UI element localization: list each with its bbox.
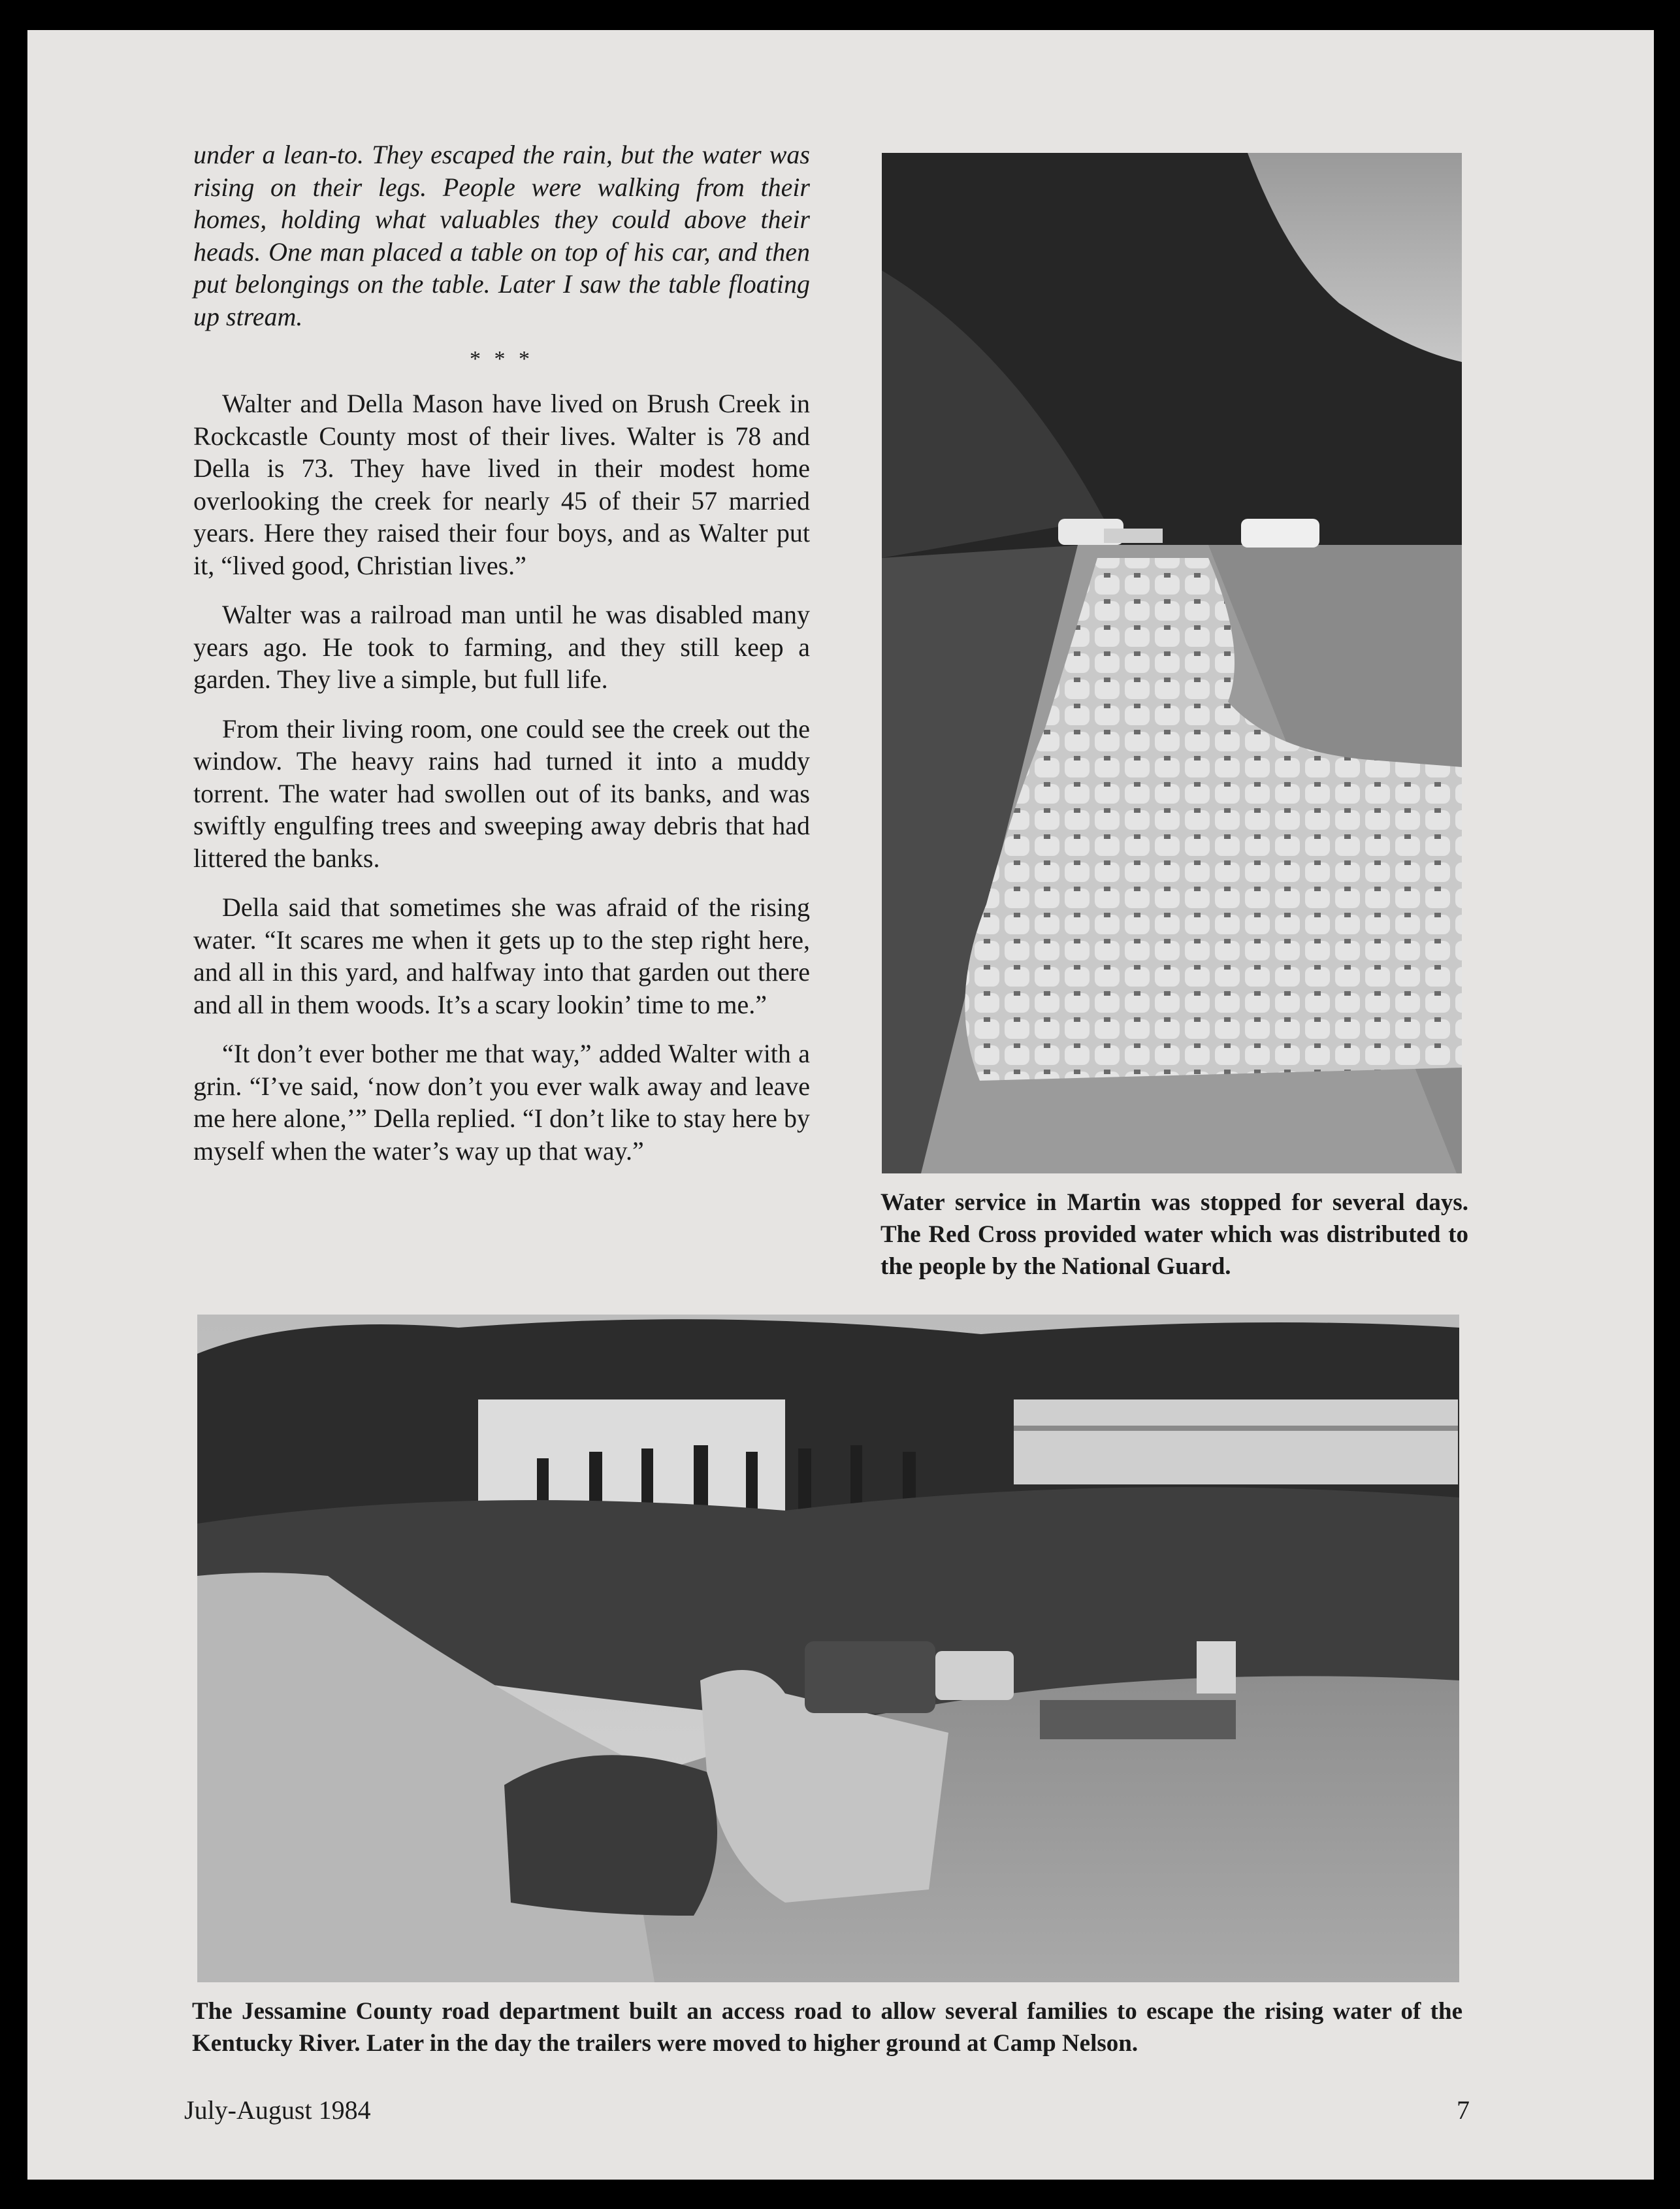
intro-italic-paragraph: under a lean-to. They escaped the rain, but the water was rising on their legs. People were walking from their homes, holding what valuables they could above their heads. One man placed a table on top of his car, and then put belongings on the table. Later I saw the table floating up stream.	[193, 140, 810, 331]
article-paragraph: “It don’t ever bother me that way,” added Walter with a grin. “I’ve said, ‘now don’t you ever walk away and leave me here alone,’” Della replied. “I don’t like to stay here by myself when the water’s way up that way.”	[193, 1039, 810, 1166]
article-column	[193, 139, 810, 1184]
page-number: 7	[1457, 2095, 1470, 2125]
section-separator: * * *	[470, 347, 534, 371]
article-paragraph: Walter and Della Mason have lived on Brush Creek in Rockcastle County most of their lives. Walter is 78 and Della is 73. They have lived in their modest home overlooking the creek for nearly 45 of their 57 married years. Here they raised their four boys, and as Walter put it, “lived good, Christian lives.”	[193, 389, 810, 580]
article-paragraph: Della said that sometimes she was afraid of the rising water. “It scares me when it gets up to the step right here, and all in this yard, and halfway into that garden out there and all in them woods. It’s a scary lookin’ time to me.”	[193, 892, 810, 1019]
flood-access-road-photo	[197, 1315, 1459, 1982]
water-jugs-photo	[882, 153, 1462, 1173]
top-photo-caption: Water service in Martin was stopped for several days. The Red Cross provided water which was distributed to the people by the National Guard.	[880, 1189, 1468, 1280]
article-paragraph: From their living room, one could see the creek out the window. The heavy rains had turned it into a muddy torrent. The water had swollen out of its banks, and was swiftly engulfing trees and sweeping away debris that had littered the banks.	[193, 713, 810, 873]
issue-date: July-August 1984	[184, 2095, 371, 2125]
bottom-photo-caption: The Jessamine County road department built an access road to allow several families to escape the rising water of the Kentucky River. Later in the day the trailers were moved to higher ground at Camp Nelson.	[192, 1998, 1462, 2057]
magazine-page	[27, 30, 1654, 2180]
article-paragraph: Walter was a railroad man until he was disabled many years ago. He took to farming, and they still keep a garden. They live a simple, but full life.	[193, 600, 810, 694]
